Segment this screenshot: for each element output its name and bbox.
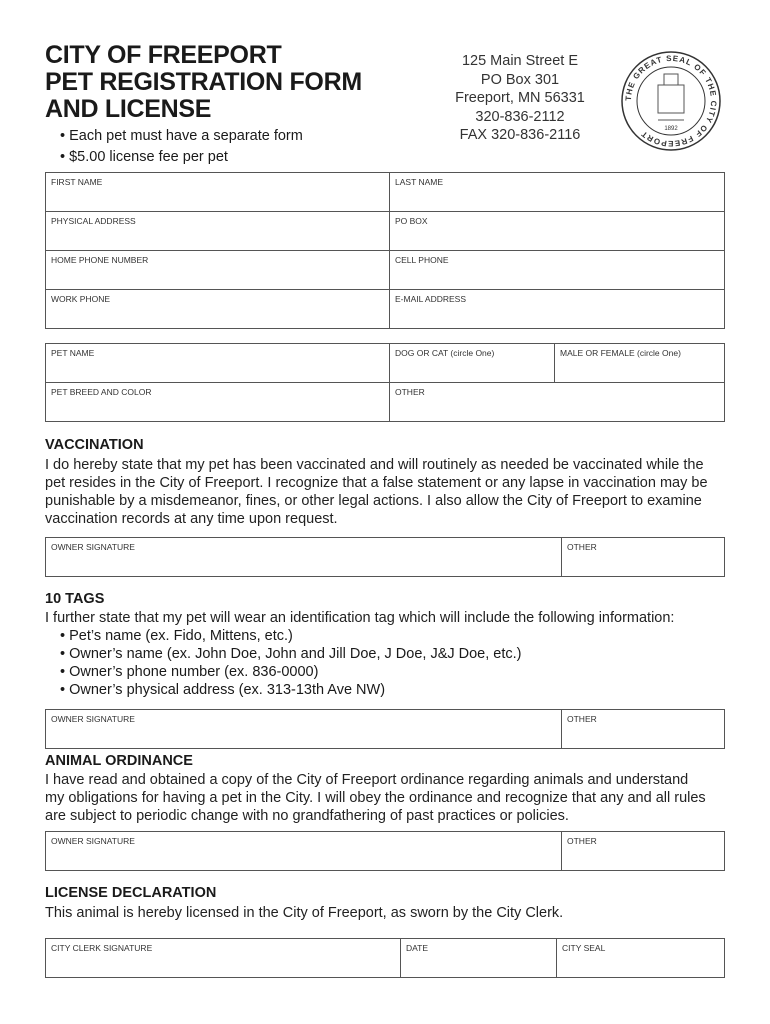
city-address: [430, 52, 610, 145]
tag-req-pet-name: • Pet’s name (ex. Fido, Mittens, etc.): [60, 628, 293, 644]
ordinance-heading: ANIMAL ORDINANCE: [45, 753, 193, 769]
pet-other-field[interactable]: [390, 383, 724, 421]
first-name-field[interactable]: [46, 173, 390, 212]
po-box-field[interactable]: [390, 212, 724, 251]
vaccination-line-1: I do hereby state that my pet has been vaccinated and will routinely as needed be vaccinated while the: [45, 457, 704, 473]
last-name-field[interactable]: [390, 173, 724, 212]
home-phone-label: HOME PHONE NUMBER: [51, 255, 149, 265]
first-name-label: FIRST NAME: [51, 177, 103, 187]
tags-requirements: [60, 627, 522, 699]
date-field[interactable]: [401, 939, 557, 977]
note-license-fee: • $5.00 license fee per pet: [60, 149, 228, 165]
breed-color-label: PET BREED AND COLOR: [51, 387, 152, 397]
tags-signature-field[interactable]: [46, 710, 562, 748]
cell-phone-field[interactable]: [390, 251, 724, 290]
clerk-signature-field[interactable]: [46, 939, 401, 977]
work-phone-label: WORK PHONE: [51, 294, 111, 304]
tags-signature-label: OWNER SIGNATURE: [51, 714, 135, 724]
ordinance-signature-label: OWNER SIGNATURE: [51, 836, 135, 846]
license-statement: [45, 904, 735, 922]
address-street: 125 Main Street E: [461, 53, 579, 69]
license-signature-grid: [45, 938, 725, 978]
tag-req-owner-phone: • Owner’s phone number (ex. 836-0000): [60, 664, 319, 680]
email-label: E-MAIL ADDRESS: [395, 294, 467, 304]
vaccination-signature-label: OWNER SIGNATURE: [51, 542, 135, 552]
tags-intro-text: I further state that my pet will wear an identification tag which will include the following information:: [45, 610, 675, 626]
address-pobox: PO Box 301: [480, 71, 560, 88]
breed-color-field[interactable]: [46, 383, 390, 421]
vaccination-statement: [45, 456, 735, 528]
city-seal-label: CITY SEAL: [562, 943, 606, 953]
vaccination-line-3: punishable by a misdemeanor, fines, or other legal actions. I also allow the City of Freeport to examine: [45, 493, 702, 509]
ordinance-line-2: my obligations for having a pet in the City. I will obey the ordinance and recognize that any and all rules: [45, 790, 706, 806]
ordinance-line-3: are subject to periodic change with no grandfathering of past practices or policies.: [45, 808, 569, 824]
ordinance-statement: [45, 771, 735, 825]
address-city: Freeport, MN 56331: [455, 90, 585, 106]
tag-req-owner-name: • Owner’s name (ex. John Doe, John and Jill Doe, J Doe, J&J Doe, etc.): [60, 646, 522, 662]
vaccination-heading: VACCINATION: [45, 437, 144, 453]
tags-other-label: OTHER: [567, 714, 597, 724]
cell-phone-label: CELL PHONE: [395, 255, 449, 265]
vaccination-signature-field[interactable]: [46, 538, 562, 576]
pet-info-grid: [45, 343, 725, 422]
city-seal-icon: [620, 50, 722, 152]
ordinance-other-field[interactable]: [562, 832, 724, 870]
pet-name-label: PET NAME: [51, 348, 95, 358]
ordinance-signature-grid: [45, 831, 725, 871]
seal-text: THE GREAT SEAL OF THE CITY OF FREEPORT: [623, 53, 719, 149]
dog-or-cat-field[interactable]: [390, 344, 555, 383]
svg-text:THE GREAT SEAL OF THE CITY OF: [624, 54, 718, 148]
note-separate-form: • Each pet must have a separate form: [60, 128, 303, 144]
email-field[interactable]: [390, 290, 724, 328]
physical-address-label: PHYSICAL ADDRESS: [51, 216, 136, 226]
title-line-2: PET REGISTRATION FORM: [45, 68, 362, 96]
city-seal-field[interactable]: [557, 939, 724, 977]
po-box-label: PO BOX: [395, 216, 428, 226]
title-line-1: CITY OF FREEPORT: [45, 41, 282, 69]
vaccination-signature-grid: [45, 537, 725, 577]
last-name-label: LAST NAME: [395, 177, 444, 187]
tags-intro: [45, 609, 735, 627]
dog-or-cat-label: DOG OR CAT (circle One): [395, 348, 495, 358]
license-text: This animal is hereby licensed in the City of Freeport, as sworn by the City Clerk.: [45, 905, 564, 921]
male-or-female-label: MALE OR FEMALE (circle One): [560, 348, 681, 358]
ordinance-signature-field[interactable]: [46, 832, 562, 870]
pet-other-label: OTHER: [395, 387, 425, 397]
vaccination-other-field[interactable]: [562, 538, 724, 576]
tags-heading: 10 TAGS: [45, 591, 105, 607]
fee-notes: [60, 126, 303, 168]
tags-other-field[interactable]: [562, 710, 724, 748]
date-label: DATE: [406, 943, 429, 953]
vaccination-other-label: OTHER: [567, 542, 597, 552]
seal-year: 1892: [664, 126, 678, 132]
ordinance-line-1: I have read and obtained a copy of the City of Freeport ordinance regarding animals and understand: [45, 772, 689, 788]
address-phone: 320-836-2112: [475, 108, 565, 125]
vaccination-line-2: pet resides in the City of Freeport. I recognize that a false statement or any lapse in vaccination may be: [45, 475, 708, 491]
form-title: [45, 42, 362, 123]
clerk-signature-label: CITY CLERK SIGNATURE: [51, 943, 153, 953]
address-fax: FAX 320-836-2116: [459, 127, 581, 143]
title-line-3: AND LICENSE: [45, 95, 212, 123]
tags-signature-grid: [45, 709, 725, 749]
pet-name-field[interactable]: [46, 344, 390, 383]
owner-info-grid: [45, 172, 725, 329]
tag-req-owner-address: • Owner’s physical address (ex. 313-13th Ave NW): [60, 682, 386, 698]
physical-address-field[interactable]: [46, 212, 390, 251]
male-or-female-field[interactable]: [555, 344, 724, 383]
ordinance-other-label: OTHER: [567, 836, 597, 846]
work-phone-field[interactable]: [46, 290, 390, 328]
license-heading: LICENSE DECLARATION: [45, 885, 217, 901]
vaccination-line-4: vaccination records at any time upon request.: [45, 511, 338, 527]
home-phone-field[interactable]: [46, 251, 390, 290]
